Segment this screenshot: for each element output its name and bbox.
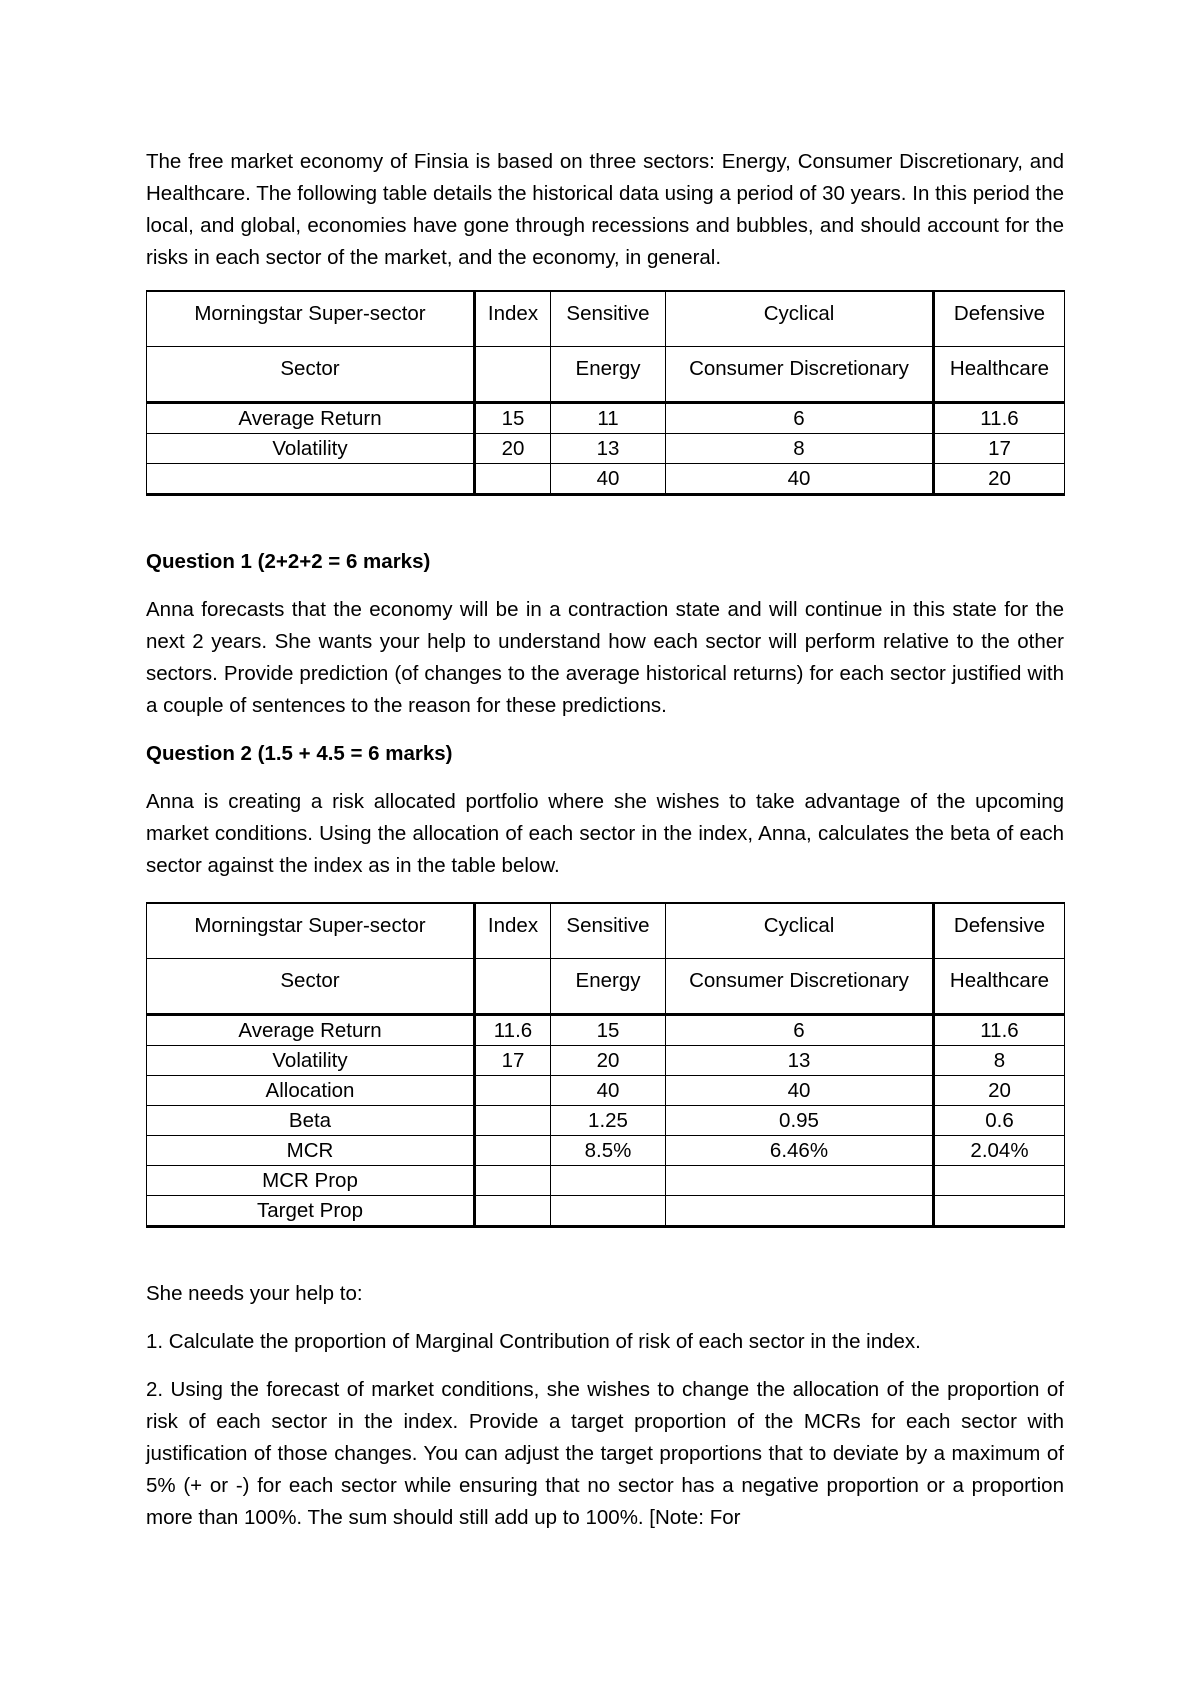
table-cell	[475, 347, 551, 403]
table-cell: Beta	[147, 1106, 475, 1136]
table-cell: Cyclical	[666, 903, 934, 959]
table-row	[147, 403, 1065, 434]
table-cell: 6	[666, 403, 934, 434]
table-cell	[934, 1166, 1065, 1196]
table-row	[147, 434, 1065, 464]
table-cell: 20	[551, 1046, 666, 1076]
table-cell: Energy	[551, 347, 666, 403]
table-cell: Average Return	[147, 403, 475, 434]
table-cell	[475, 1076, 551, 1106]
table-cell: Allocation	[147, 1076, 475, 1106]
table-cell: 2.04%	[934, 1136, 1065, 1166]
intro-paragraph: The free market economy of Finsia is based on three sectors: Energy, Consumer Discretionary, and Healthcare. The following table details the historical data using a period of 30 years. In this period the local, and global, economies have gone through recessions and bubbles, and should account for the risks in each sector of the market, and the economy, in general.	[146, 150, 1064, 269]
table-cell: Energy	[551, 959, 666, 1015]
table-cell	[934, 1196, 1065, 1227]
table-row	[147, 1196, 1065, 1227]
table-cell: Healthcare	[934, 959, 1065, 1015]
table-cell	[147, 464, 475, 495]
table-cell: 40	[666, 464, 934, 495]
table-row	[147, 1015, 1065, 1046]
table-cell: 20	[934, 1076, 1065, 1106]
table-cell: Sector	[147, 959, 475, 1015]
table-cell	[475, 1136, 551, 1166]
table-cell	[475, 464, 551, 495]
table-cell: 8.5%	[551, 1136, 666, 1166]
table-cell: 11	[551, 403, 666, 434]
table-header-row	[147, 291, 1065, 347]
table-cell: Volatility	[147, 1046, 475, 1076]
table-cell: 15	[551, 1015, 666, 1046]
table-row	[147, 1106, 1065, 1136]
table-cell: Volatility	[147, 434, 475, 464]
table-cell: Defensive	[934, 903, 1065, 959]
table-cell: MCR	[147, 1136, 475, 1166]
table-cell: 6	[666, 1015, 934, 1046]
table-cell	[666, 1196, 934, 1227]
table-cell: 13	[551, 434, 666, 464]
table-cell: Cyclical	[666, 291, 934, 347]
table-row	[147, 464, 1065, 495]
task-item-2: 2. Using the forecast of market conditions, she wishes to change the allocation of the proportion of risk of each sector in the index. Provide a target proportion of the MCRs for each sector with justification of those changes. You can adjust the target proportions that to deviate by a maximum of 5% (+ or -) for each sector while ensuring that no sector has a negative proportion or a proportion more than 100%. The sum should still add up to 100%. [Note: For	[146, 1378, 1064, 1529]
table-cell: Morningstar Super-sector	[147, 291, 475, 347]
help-intro: She needs your help to:	[146, 1282, 363, 1305]
table-cell: 20	[934, 464, 1065, 495]
table-cell: 1.25	[551, 1106, 666, 1136]
table-cell: 17	[934, 434, 1065, 464]
question-2-heading: Question 2 (1.5 + 4.5 = 6 marks)	[146, 742, 453, 765]
table-cell: 40	[666, 1076, 934, 1106]
table-cell: Sensitive	[551, 903, 666, 959]
task-item-1: 1. Calculate the proportion of Marginal Contribution of risk of each sector in the index.	[146, 1330, 921, 1353]
table-cell: 40	[551, 464, 666, 495]
table-cell	[666, 1166, 934, 1196]
table-cell: 11.6	[934, 1015, 1065, 1046]
table-cell: 11.6	[475, 1015, 551, 1046]
table-cell: Defensive	[934, 291, 1065, 347]
table-cell: Index	[475, 291, 551, 347]
table-cell: 15	[475, 403, 551, 434]
table-cell: MCR Prop	[147, 1166, 475, 1196]
table-row	[147, 1046, 1065, 1076]
question-1-text: Anna forecasts that the economy will be in a contraction state and will continue in this state for the next 2 years. She wants your help to understand how each sector will perform relative to the other sectors. Provide prediction (of changes to the average historical returns) for each sector justified with a couple of sentences to the reason for these predictions.	[146, 598, 1064, 717]
table-row	[147, 1166, 1065, 1196]
table-cell: 17	[475, 1046, 551, 1076]
table-cell: 0.6	[934, 1106, 1065, 1136]
table-cell: Average Return	[147, 1015, 475, 1046]
document-page	[146, 146, 1064, 1534]
question-1-heading: Question 1 (2+2+2 = 6 marks)	[146, 550, 431, 573]
table-cell	[475, 1106, 551, 1136]
table-cell	[475, 959, 551, 1015]
table-cell: 8	[666, 434, 934, 464]
table-header-row	[147, 959, 1065, 1015]
table-header-row	[147, 903, 1065, 959]
table-cell: Sector	[147, 347, 475, 403]
table-row	[147, 1136, 1065, 1166]
table-cell: 20	[475, 434, 551, 464]
table-cell	[475, 1166, 551, 1196]
table-cell: 8	[934, 1046, 1065, 1076]
historical-data-table	[146, 290, 1065, 496]
table-cell: Sensitive	[551, 291, 666, 347]
table-cell: Consumer Discretionary	[666, 347, 934, 403]
table-header-row	[147, 347, 1065, 403]
table-cell	[551, 1166, 666, 1196]
table-cell	[551, 1196, 666, 1227]
question-2-text: Anna is creating a risk allocated portfolio where she wishes to take advantage of the upcoming market conditions. Using the allocation of each sector in the index, Anna, calculates the beta of each sector against the index as in the table below.	[146, 790, 1064, 877]
table-cell: Morningstar Super-sector	[147, 903, 475, 959]
table-cell: 40	[551, 1076, 666, 1106]
beta-allocation-table	[146, 902, 1065, 1228]
table-cell: 13	[666, 1046, 934, 1076]
table-cell: 0.95	[666, 1106, 934, 1136]
table-cell: Healthcare	[934, 347, 1065, 403]
table-row	[147, 1076, 1065, 1106]
table-cell: Target Prop	[147, 1196, 475, 1227]
table-cell: Index	[475, 903, 551, 959]
table-cell: Consumer Discretionary	[666, 959, 934, 1015]
table-cell	[475, 1196, 551, 1227]
table-cell: 6.46%	[666, 1136, 934, 1166]
table-cell: 11.6	[934, 403, 1065, 434]
